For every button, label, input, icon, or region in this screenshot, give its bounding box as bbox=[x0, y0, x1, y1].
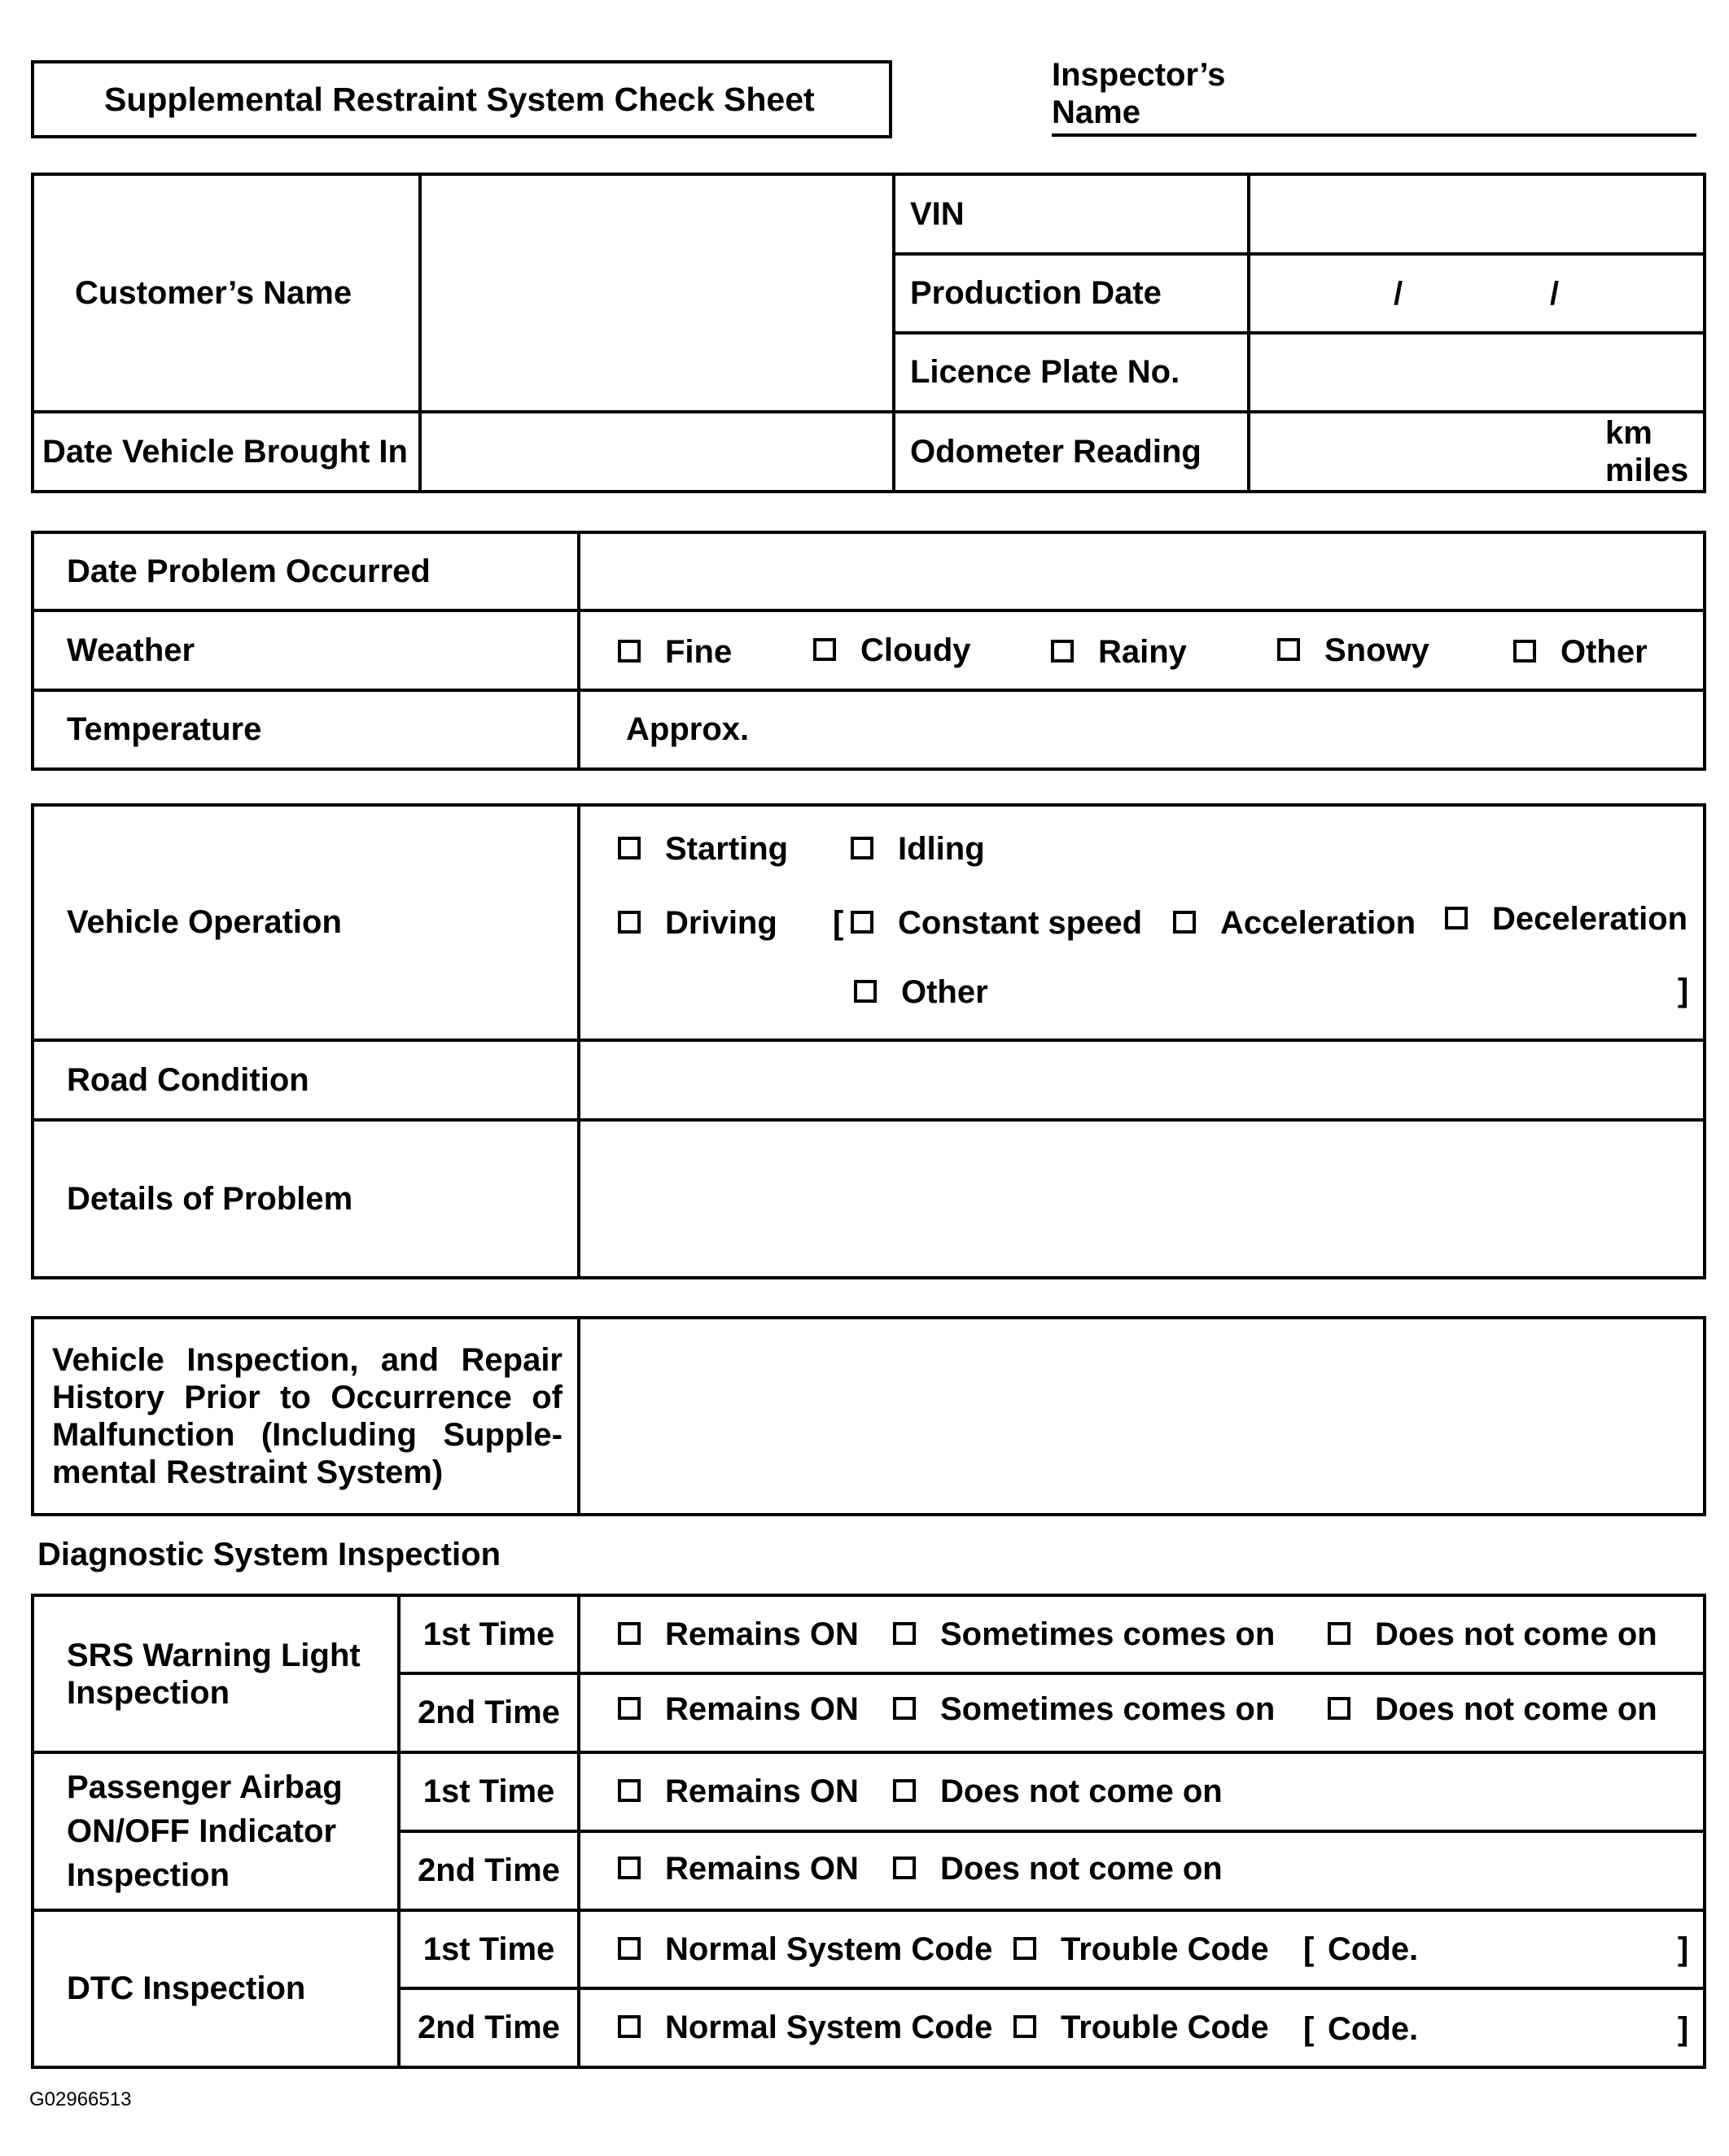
checkbox-icon[interactable] bbox=[618, 1779, 641, 1802]
diagnostic-table bbox=[31, 1594, 1706, 2069]
vin-field[interactable] bbox=[1249, 174, 1705, 254]
checkbox-icon[interactable] bbox=[893, 1856, 916, 1879]
srs-label-line2: Inspection bbox=[67, 1674, 230, 1711]
vin-label: VIN bbox=[894, 174, 1249, 254]
dtc2-trouble-code[interactable]: Trouble Code bbox=[1013, 2011, 1269, 2044]
operation-bracket-close: ] bbox=[1678, 973, 1689, 1008]
production-date-slash-1: / bbox=[1394, 276, 1403, 312]
inspector-name-line[interactable] bbox=[1052, 133, 1696, 137]
form-title: Supplemental Restraint System Check Sheet bbox=[104, 81, 815, 118]
operation-table bbox=[31, 803, 1706, 1279]
airbag-second-time: 2nd Time bbox=[399, 1831, 579, 1910]
checkbox-icon[interactable] bbox=[618, 1937, 641, 1960]
checkbox-icon[interactable] bbox=[618, 1697, 641, 1720]
checkbox-icon[interactable] bbox=[854, 980, 877, 1003]
weather-option-fine[interactable]: Fine bbox=[618, 636, 732, 668]
checkbox-icon[interactable] bbox=[1013, 2015, 1036, 2038]
airbag-indicator-label bbox=[33, 1752, 399, 1910]
weather-options bbox=[579, 610, 1705, 690]
operation-starting[interactable]: Starting bbox=[618, 833, 788, 865]
dtc-first-time: 1st Time bbox=[399, 1910, 579, 1988]
dtc2-code-bracket-close: ] bbox=[1678, 2011, 1689, 2047]
production-date-label: Production Date bbox=[894, 254, 1249, 333]
weather-option-snowy[interactable]: Snowy bbox=[1277, 634, 1429, 667]
airbag-label-line2: ON/OFF Indicator bbox=[67, 1813, 337, 1849]
odometer-unit-km: km bbox=[1605, 415, 1652, 451]
checkbox-icon[interactable] bbox=[1051, 640, 1074, 663]
checkbox-icon[interactable] bbox=[1513, 640, 1536, 663]
checkbox-icon[interactable] bbox=[1277, 638, 1300, 661]
airbag2-does-not-come-on[interactable]: Does not come on bbox=[893, 1852, 1223, 1885]
airbag-first-time: 1st Time bbox=[399, 1752, 579, 1831]
dtc2-normal-code[interactable]: Normal System Code bbox=[618, 2011, 992, 2044]
history-label-line1: Vehicle Inspection, and Repair bbox=[52, 1342, 562, 1378]
srs-label-line1: SRS Warning Light bbox=[67, 1637, 361, 1673]
checkbox-icon[interactable] bbox=[1328, 1697, 1350, 1720]
dtc-inspection-label: DTC Inspection bbox=[33, 1910, 399, 2067]
checkbox-icon[interactable] bbox=[618, 837, 641, 859]
dtc1-code-bracket-open: [ bbox=[1303, 1931, 1315, 1967]
dtc-second-time: 2nd Time bbox=[399, 1988, 579, 2067]
operation-deceleration[interactable]: Deceleration bbox=[1445, 903, 1687, 935]
odometer-unit-miles: miles bbox=[1605, 453, 1689, 488]
temperature-label: Temperature bbox=[33, 690, 579, 769]
srs1-remains-on[interactable]: Remains ON bbox=[618, 1618, 859, 1651]
operation-driving[interactable]: Driving bbox=[618, 907, 777, 939]
srs-first-options bbox=[579, 1595, 1705, 1673]
srs2-does-not-come-on[interactable]: Does not come on bbox=[1328, 1693, 1657, 1725]
history-field[interactable] bbox=[579, 1318, 1705, 1515]
airbag-first-options bbox=[579, 1752, 1705, 1831]
checkbox-icon[interactable] bbox=[893, 1779, 916, 1802]
checkbox-icon[interactable] bbox=[618, 1856, 641, 1879]
history-table bbox=[31, 1316, 1706, 1516]
vehicle-operation-options bbox=[579, 805, 1705, 1040]
road-condition-field[interactable] bbox=[579, 1040, 1705, 1120]
dtc-first-options bbox=[579, 1910, 1705, 1988]
temperature-approx: Approx. bbox=[626, 711, 750, 747]
history-label-line4: mental Restraint System) bbox=[52, 1454, 444, 1490]
weather-label: Weather bbox=[33, 610, 579, 690]
srs1-sometimes-on[interactable]: Sometimes comes on bbox=[893, 1618, 1275, 1651]
operation-bracket-open: [ bbox=[833, 905, 844, 941]
vehicle-operation-label: Vehicle Operation bbox=[33, 805, 579, 1040]
airbag-label-line1: Passenger Airbag bbox=[67, 1769, 343, 1805]
odometer-label: Odometer Reading bbox=[894, 412, 1249, 492]
srs-second-time: 2nd Time bbox=[399, 1673, 579, 1752]
checkbox-icon[interactable] bbox=[618, 911, 641, 934]
date-brought-in-label: Date Vehicle Brought In bbox=[33, 412, 420, 492]
dtc1-code-label: Code. bbox=[1328, 1931, 1419, 1967]
dtc-second-options bbox=[579, 1988, 1705, 2067]
checkbox-icon[interactable] bbox=[1328, 1622, 1350, 1645]
figure-id: G02966513 bbox=[29, 2088, 132, 2110]
production-date-field[interactable] bbox=[1249, 254, 1705, 333]
airbag1-remains-on[interactable]: Remains ON bbox=[618, 1775, 859, 1808]
diagnostic-section-title: Diagnostic System Inspection bbox=[37, 1537, 501, 1572]
production-date-slash-2: / bbox=[1550, 276, 1560, 312]
history-label-line2: History Prior to Occurrence of bbox=[52, 1380, 562, 1415]
checkbox-icon[interactable] bbox=[851, 837, 873, 859]
details-label: Details of Problem bbox=[33, 1120, 579, 1278]
srs2-remains-on[interactable]: Remains ON bbox=[618, 1693, 859, 1725]
customer-name-field[interactable] bbox=[420, 174, 894, 412]
inspector-label-line1: Inspector’s bbox=[1052, 57, 1226, 93]
srs1-does-not-come-on[interactable]: Does not come on bbox=[1328, 1618, 1657, 1651]
customer-name-label: Customer’s Name bbox=[33, 174, 420, 412]
dtc1-trouble-code[interactable]: Trouble Code bbox=[1013, 1933, 1269, 1966]
licence-plate-label: Licence Plate No. bbox=[894, 333, 1249, 412]
dtc1-code-bracket-close: ] bbox=[1678, 1931, 1689, 1967]
airbag2-remains-on[interactable]: Remains ON bbox=[618, 1852, 859, 1885]
date-problem-label: Date Problem Occurred bbox=[33, 532, 579, 610]
checkbox-icon[interactable] bbox=[1445, 907, 1468, 929]
srs2-sometimes-on[interactable]: Sometimes comes on bbox=[893, 1693, 1275, 1725]
srs-second-options bbox=[579, 1673, 1705, 1752]
srs-warning-label bbox=[33, 1595, 399, 1752]
temperature-field[interactable] bbox=[579, 690, 1705, 769]
weather-option-other[interactable]: Other bbox=[1513, 636, 1648, 668]
operation-other[interactable]: Other bbox=[854, 976, 988, 1008]
dtc2-code-bracket-open: [ bbox=[1303, 2011, 1315, 2047]
airbag-label-line3: Inspection bbox=[67, 1857, 230, 1893]
checkbox-icon[interactable] bbox=[851, 911, 873, 934]
weather-option-cloudy[interactable]: Cloudy bbox=[813, 634, 971, 667]
history-label-line3: Malfunction (Including Supple- bbox=[52, 1417, 562, 1453]
licence-plate-field[interactable] bbox=[1249, 333, 1705, 412]
operation-idling[interactable]: Idling bbox=[851, 833, 985, 865]
airbag1-does-not-come-on[interactable]: Does not come on bbox=[893, 1775, 1223, 1808]
inspector-label-line2: Name bbox=[1052, 94, 1140, 130]
checkbox-icon[interactable] bbox=[813, 638, 836, 661]
date-problem-field[interactable] bbox=[579, 532, 1705, 610]
checkbox-icon[interactable] bbox=[893, 1622, 916, 1645]
conditions-table bbox=[31, 531, 1706, 771]
weather-option-rainy[interactable]: Rainy bbox=[1051, 636, 1187, 668]
dtc2-code-label: Code. bbox=[1328, 2011, 1419, 2047]
history-label bbox=[33, 1318, 579, 1515]
checkbox-icon[interactable] bbox=[618, 1622, 641, 1645]
operation-acceleration[interactable]: Acceleration bbox=[1173, 907, 1416, 939]
checkbox-icon[interactable] bbox=[618, 640, 641, 663]
checkbox-icon[interactable] bbox=[1173, 911, 1196, 934]
details-field[interactable] bbox=[579, 1120, 1705, 1278]
date-brought-in-field[interactable] bbox=[420, 412, 894, 492]
dtc1-normal-code[interactable]: Normal System Code bbox=[618, 1933, 992, 1966]
airbag-second-options bbox=[579, 1831, 1705, 1910]
checkbox-icon[interactable] bbox=[893, 1697, 916, 1720]
srs-first-time: 1st Time bbox=[399, 1595, 579, 1673]
operation-constant-speed[interactable]: Constant speed bbox=[851, 907, 1142, 939]
checkbox-icon[interactable] bbox=[1013, 1937, 1036, 1960]
odometer-field[interactable] bbox=[1249, 412, 1705, 492]
road-condition-label: Road Condition bbox=[33, 1040, 579, 1120]
vehicle-info-table bbox=[31, 173, 1706, 493]
checkbox-icon[interactable] bbox=[618, 2015, 641, 2038]
